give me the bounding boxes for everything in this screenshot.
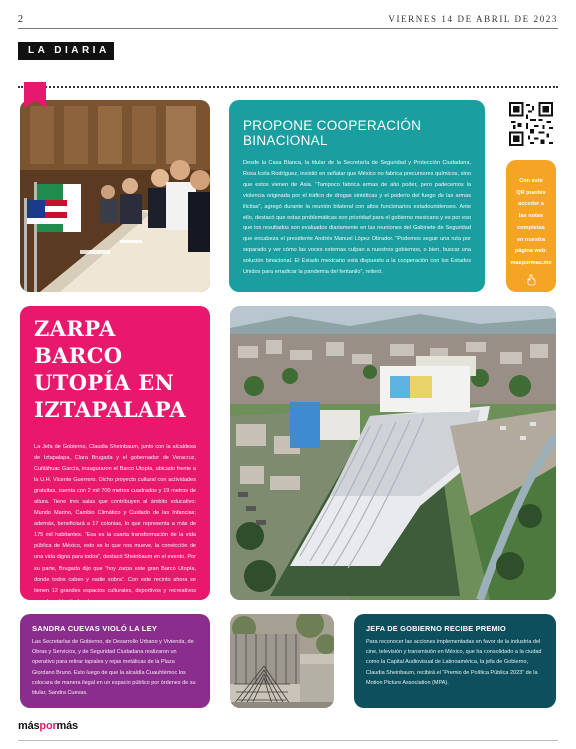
- qr-note-line: Con este: [519, 178, 543, 184]
- jefa-card: [354, 614, 556, 708]
- utopia-headline: [34, 316, 196, 424]
- brand-logo-part: más: [56, 720, 78, 732]
- meeting-photo: [20, 100, 210, 292]
- brand-logo[interactable]: [18, 720, 78, 732]
- dateline: VIERNES 14 DE ABRIL DE 2023: [388, 14, 558, 24]
- utopia-headline-line: UTOPÍA EN: [34, 369, 175, 395]
- jefa-title: JEFA DE GOBIERNO RECIBE PREMIO: [366, 624, 507, 633]
- qr-note-line: en nuestra: [516, 236, 546, 243]
- qr-note-line[interactable]: maspormas.mx: [510, 260, 552, 267]
- section-tag: LA DIARIA: [18, 42, 114, 60]
- pointing-hand-icon: [526, 274, 536, 286]
- qr-note-line: las notas: [518, 213, 544, 220]
- fence-photo: [230, 614, 334, 708]
- qr-note-line: QR puedes: [516, 189, 546, 196]
- cuevas-card: [20, 614, 210, 708]
- brand-logo-part: por: [39, 720, 57, 732]
- bottom-rule: [18, 740, 558, 741]
- utopia-body: La Jefa de Gobierno, Claudia Sheinbaum, junto con la alcaldesa de Iztapalapa, Clara Brugada y el gobernador de Veracruz, Cuitláhuac García, inauguraron el Barco Utopía, ubicado frente a la U.H. Vicente Guerrero. Dicho proyecto cultural con actividades gratuitas, cuenta con 2 mil 700 metros cuadrados y 19 metros de altura. Tiene tres salas que contribuyen al ámbito educativo: Mundo Marino, Cambio Climático y Cuidado de las Infancias; además, beneficiará a 17 colonias, lo que representa a más de 175 mil habitantes. “Esa es la cuarta transformación de la vida pública de México, esto es lo que nos mueve, la convicción de una vida digna para todos”, destacó Sheinbaum en el evento. Por su parte, Brugada dijo que “hoy zarpa este gran Barco Utopía, donde todos caben y nadie sobra”. Con este recinto ahora se tienen 12 grandes espacios culturales, deportivos y recreativos para la población local.: [34, 443, 196, 605]
- page-number: 2: [18, 14, 23, 25]
- qr-note-card[interactable]: [506, 160, 556, 292]
- fence-illustration: [230, 614, 334, 708]
- cooperation-body: Desde la Casa Blanca, la titular de la Secretaría de Seguridad y Protección Ciudadana, Rosa Icela Rodríguez, insistió en señalar que México no fabrica precursores químicos, sino que estos vienen de Asia. “Tampoco fabrica armas de alto poder, pero padecemos la violencia originada por el tráfico de drogas sintéticas y el poderío del fuego de las armas ilícitas”, agregó durante la reunión bilateral con altos funcionarios estadounidenses. Ante ello, destacó que estas problemáticas son prioridad para el gobierno mexicano y es por eso que los resultados son evaluados diariamente en las reuniones del Gabinete de Seguridad que encabeza el presidente Andrés Manuel López Obrador. “Podemos seguir una ruta por separado y ver cómo las voces externas culpan a nuestros gobiernos, o bien, buscar una solución binacional. El Estado mexicano está dispuesto a la cooperación con los Estados Unidos para erradicar la pandemia del fentanilo”, reiteró.: [243, 160, 471, 276]
- meeting-illustration: [20, 100, 210, 292]
- dotted-rule: [18, 86, 558, 88]
- top-rule: [18, 28, 558, 29]
- utopia-headline-line: ZARPA BARCO: [34, 316, 123, 368]
- utopia-headline-line: IZTAPALAPA: [34, 396, 187, 422]
- qr-note-line: página web:: [514, 248, 548, 255]
- cuevas-title: SANDRA CUEVAS VIOLÓ LA LEY: [32, 624, 158, 633]
- brand-logo-part: más: [18, 720, 40, 732]
- cooperation-title: PROPONE COOPERACIÓN BINACIONAL: [243, 118, 422, 148]
- qr-note-line: completas: [517, 224, 545, 231]
- utopia-card: [20, 306, 210, 605]
- qr-note-line: acceder a: [518, 201, 544, 208]
- qr-code-icon[interactable]: [509, 102, 553, 146]
- cuevas-body: Las Secretarías de Gobierno, de Desarrollo Urbano y Vivienda, de Obras y Servicios, y de Seguridad Ciudadana realizaron un operativo para retirar tapiales y rejas metálicas de la Plaza Giordano Bruno. Esto luego de que la alcaldía Cuauhtémoc los colocara de manera ilegal en un espacio público por órdenes de su titular, Sandra Cuevas.: [32, 639, 196, 696]
- jefa-body: Para reconocer las acciones implementadas en favor de la industria del cine, televisión y transmisión en México, que ha consolidado a la ciudad como la Capital Audiovisual de Latinoamérica, la jefa de Gobierno, Claudia Sheinbaum, recibirá el “Premio de Política Pública 2023” de la Motion Picture Association (MPA).: [366, 639, 542, 686]
- aerial-illustration: [230, 306, 556, 600]
- qr-note-text: [510, 176, 552, 270]
- utopia-aerial-photo: [230, 306, 556, 600]
- cooperation-card: [229, 100, 485, 292]
